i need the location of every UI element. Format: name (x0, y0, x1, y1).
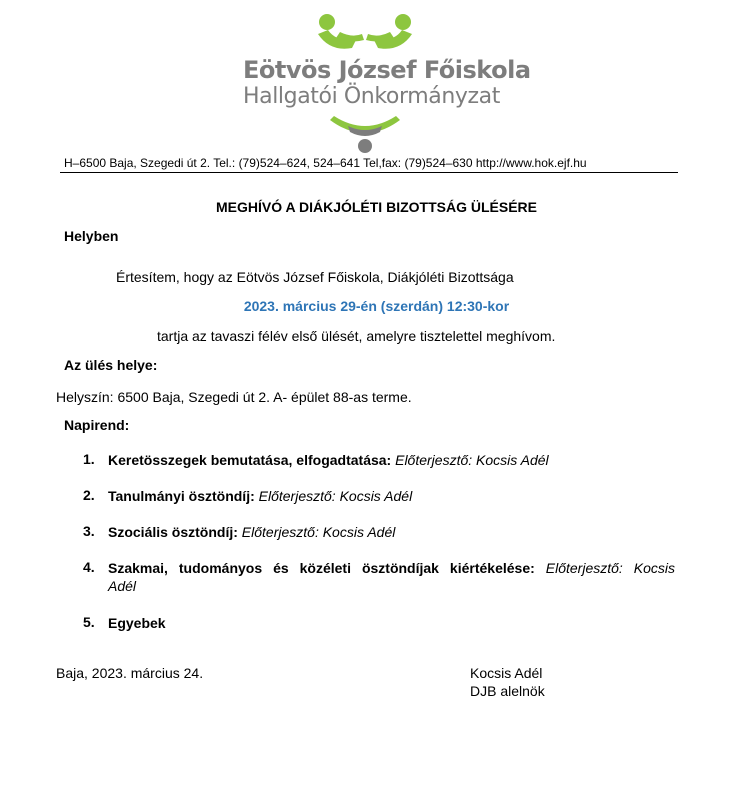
agenda-presenter: Előterjesztő: Kocsis Adél (395, 452, 549, 468)
meeting-date: 2023. március 29-én (szerdán) 12:30-kor (243, 298, 510, 314)
intro-tail: tartja az tavaszi félév első ülését, amelyre tisztelettel meghívom. (157, 328, 556, 344)
agenda-heading: Napirend: (64, 417, 130, 433)
agenda-item (108, 614, 675, 632)
header-divider (60, 172, 678, 173)
agenda-topic: Szociális ösztöndíj: (108, 524, 238, 540)
agenda-number: 3. (83, 523, 95, 539)
agenda-topic: Egyebek (108, 615, 166, 631)
document-title: MEGHÍVÓ A DIÁKJÓLÉTI BIZOTTSÁG ÜLÉSÉRE (216, 199, 537, 215)
place-date: Baja, 2023. március 24. (56, 665, 204, 681)
agenda-presenter: Előterjesztő: Kocsis Adél (258, 488, 413, 504)
intro-text: Értesítem, hogy az Eötvös József Főiskola, Diákjóléti Bizottsága (116, 269, 514, 285)
agenda-item (108, 523, 675, 541)
agenda-presenter: Előterjesztő: Kocsis (545, 560, 676, 576)
location-heading: Az ülés helye: (64, 357, 158, 373)
helyben-label: Helyben (64, 228, 119, 244)
agenda-topic: Keretösszegek bemutatása, elfogadtatása: (108, 452, 392, 468)
org-subtitle: Hallgatói Önkormányzat (243, 84, 500, 109)
location-text: Helyszín: 6500 Baja, Szegedi út 2. A- épület 88-as terme. (56, 389, 412, 405)
agenda-number: 4. (83, 559, 95, 575)
signer-title: DJB alelnök (470, 683, 545, 699)
agenda-number: 2. (83, 487, 95, 503)
agenda-item (108, 451, 675, 469)
agenda-number: 5. (83, 614, 95, 630)
org-name: Eötvös József Főiskola (243, 56, 531, 84)
signer-name: Kocsis Adél (470, 665, 543, 681)
agenda-topic: Tanulmányi ösztöndíj: (108, 488, 255, 504)
agenda-item (108, 559, 675, 577)
contact-line: H–6500 Baja, Szegedi út 2. Tel.: (79)524–624, 524–641 Tel,fax: (79)524–630 http://www.hok.ejf.hu (64, 156, 587, 170)
agenda-presenter: Adél (108, 578, 137, 594)
agenda-item-continuation (108, 577, 675, 595)
agenda-presenter: Előterjesztő: Kocsis Adél (241, 524, 396, 540)
agenda-topic: Szakmai, tudományos és közéleti ösztöndíjak kiértékelése: (108, 560, 535, 576)
agenda-item (108, 487, 675, 505)
agenda-number: 1. (83, 451, 95, 467)
